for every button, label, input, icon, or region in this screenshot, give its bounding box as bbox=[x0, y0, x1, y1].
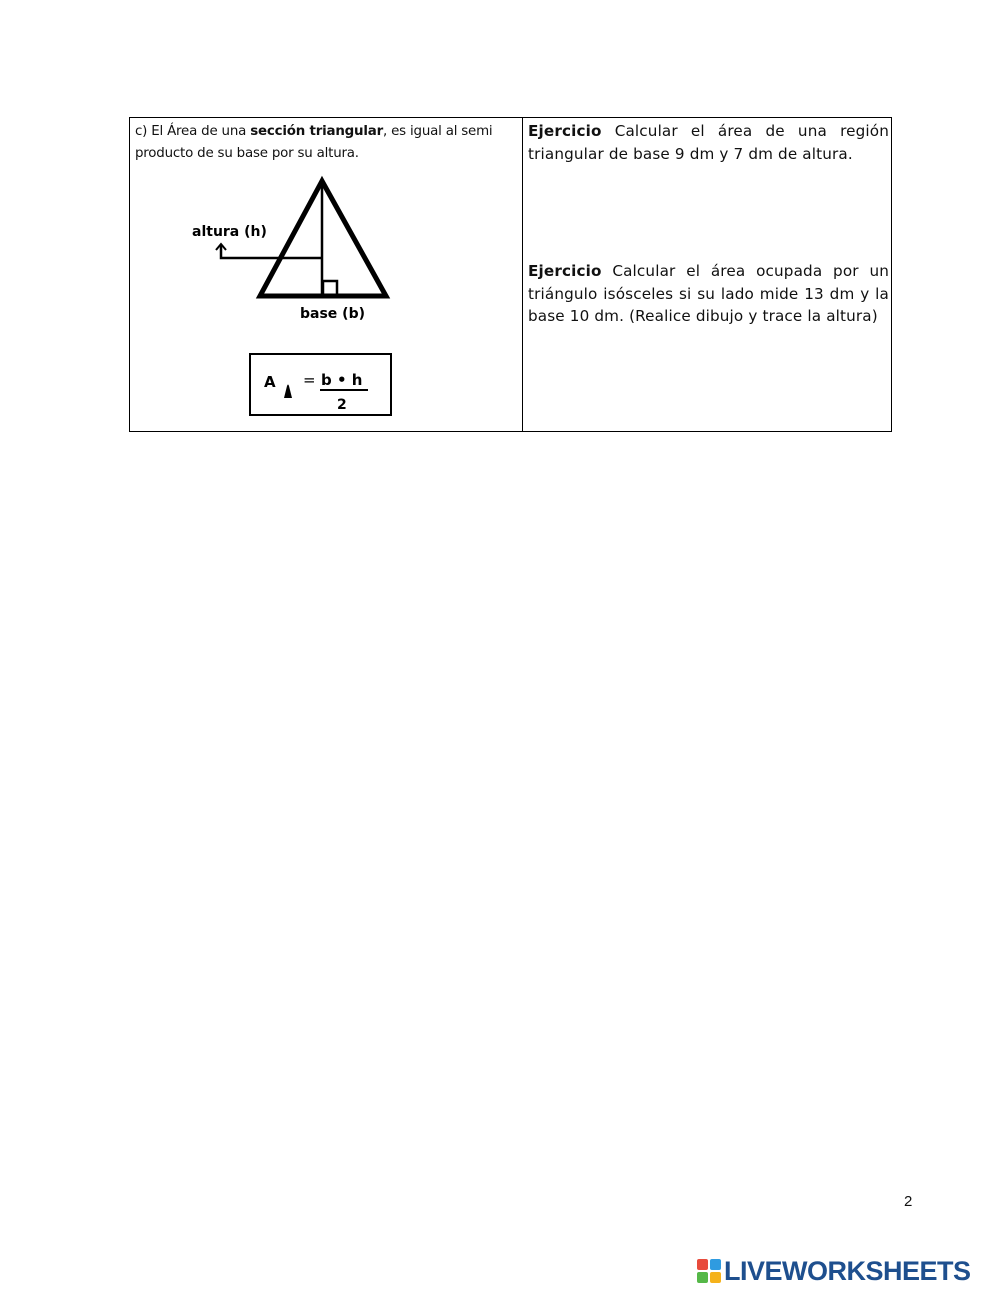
right-angle-marker bbox=[323, 281, 337, 295]
exercise-1 bbox=[528, 120, 889, 165]
triangle-symbol-icon bbox=[284, 385, 292, 399]
formula-equals: = bbox=[303, 371, 316, 389]
area-formula-box bbox=[249, 353, 392, 416]
intro-prefix: c) El Área de una bbox=[135, 124, 251, 139]
exercise-2-label: Ejercicio bbox=[528, 262, 602, 280]
liveworksheets-logo-icon bbox=[697, 1259, 721, 1283]
brand-name: LIVEWORKSHEETS bbox=[724, 1255, 971, 1286]
formula-denominator: 2 bbox=[337, 397, 347, 413]
label-base: base (b) bbox=[300, 306, 365, 322]
exercise-2-text: Calcular el área ocupada por un triángulo isósceles si su lado mide 13 dm y la base 10 dm. (Realice dibujo y trace la altura) bbox=[528, 262, 889, 325]
formula-lhs: A bbox=[264, 373, 276, 391]
formula-numerator: b • h bbox=[321, 371, 363, 389]
page-number: 2 bbox=[904, 1193, 913, 1210]
exercise-1-text: Calcular el área de una región triangular de base 9 dm y 7 dm de altura. bbox=[528, 122, 889, 163]
column-divider bbox=[522, 118, 523, 431]
label-height: altura (h) bbox=[192, 224, 267, 240]
intro-bold: sección triangular bbox=[250, 124, 384, 139]
area-formula bbox=[251, 355, 391, 415]
height-pointer-line bbox=[221, 245, 321, 258]
exercise-1-label: Ejercicio bbox=[528, 122, 602, 140]
triangle-diagram bbox=[190, 175, 400, 325]
intro-suffix: , es igual al semi producto de su base por su altura. bbox=[135, 124, 493, 161]
exercise-2 bbox=[528, 260, 889, 328]
brand-logo[interactable] bbox=[697, 1256, 971, 1286]
left-cell-intro bbox=[135, 121, 517, 165]
